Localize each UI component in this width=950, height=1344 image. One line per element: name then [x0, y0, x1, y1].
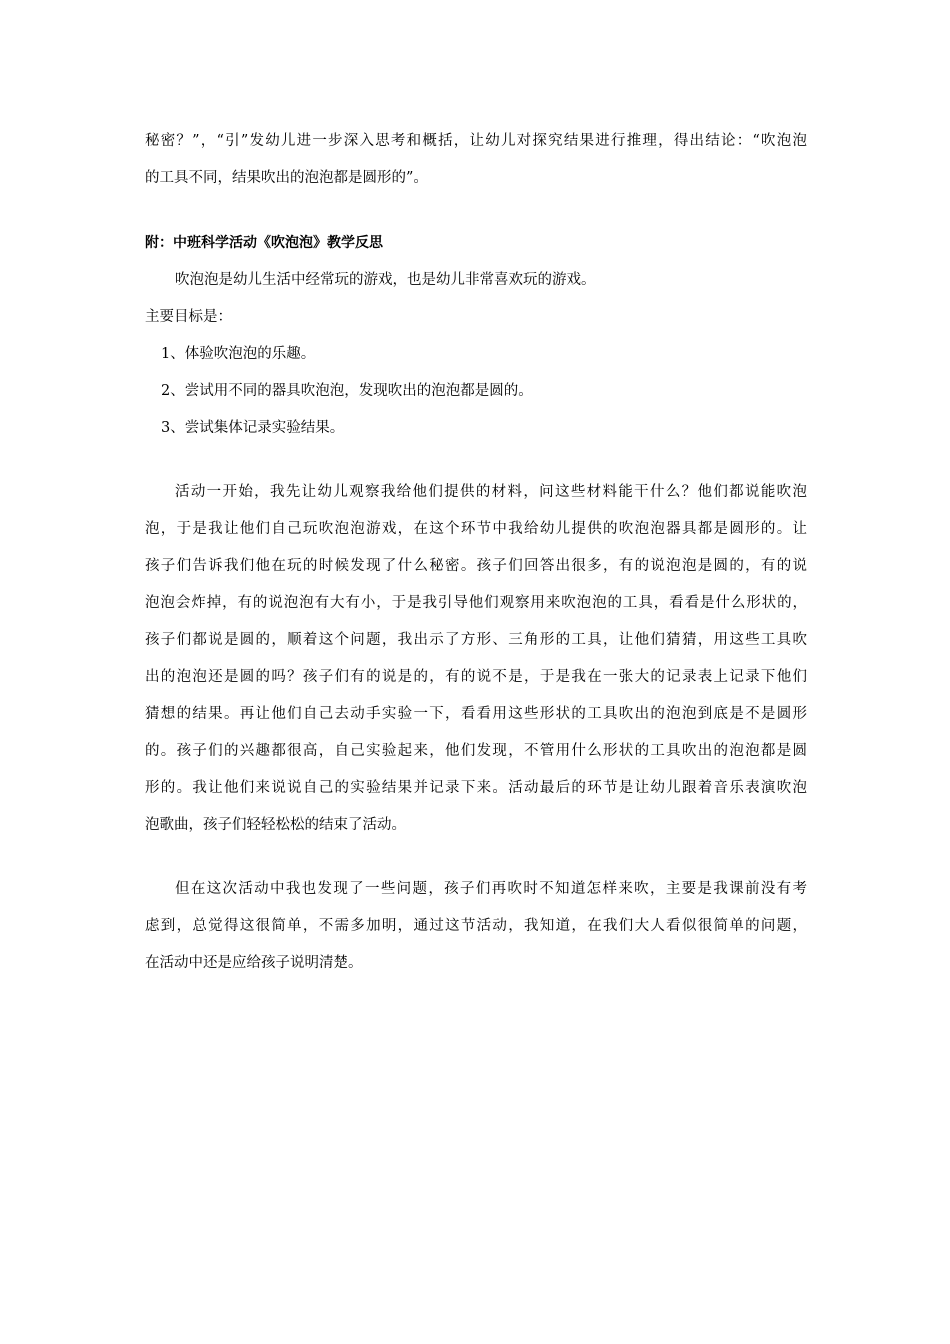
paragraph-line: 泡泡会炸掉，有的说泡泡有大有小，于是我引导他们观察用来吹泡泡的工具，看看是什么形状的， [145, 595, 807, 611]
spacer [145, 197, 807, 225]
paragraph-line: 出的泡泡还是圆的吗？孩子们有的说是的，有的说不是，于是我在一张大的记录表上记录下他们 [145, 669, 807, 685]
paragraph-line: 虑到，总觉得这很简单，不需多加明，通过这节活动，我知道，在我们大人看似很简单的问题， [145, 918, 807, 934]
reflection-paragraph-2 [145, 871, 807, 982]
goal-item-1: 1、体验吹泡泡的乐趣。 [161, 346, 316, 362]
paragraph-line: 活动一开始，我先让幼儿观察我给他们提供的材料，问这些材料能干什么？他们都说能吹泡 [175, 484, 807, 500]
spacer [145, 844, 807, 871]
intro-line-1: 秘密？”，“引”发幼儿进一步深入思考和概括，让幼儿对探究结果进行推理，得出结论：“吹泡泡 [145, 133, 807, 149]
reflection-paragraph-1 [145, 474, 807, 844]
paragraph-line: 形的。我让他们来说说自己的实验结果并记录下来。活动最后的环节是让幼儿跟着音乐表演吹泡 [145, 780, 807, 796]
goals-label: 主要目标是： [145, 309, 232, 325]
spacer [145, 447, 807, 474]
goal-item-2: 2、尝试用不同的器具吹泡泡，发现吹出的泡泡都是圆的。 [161, 383, 533, 399]
paragraph-line: 在活动中还是应给孩子说明清楚。 [145, 955, 363, 971]
paragraph-line: 孩子们告诉我们他在玩的时候发现了什么秘密。孩子们回答出很多，有的说泡泡是圆的，有的说 [145, 558, 807, 574]
paragraph-line: 猜想的结果。再让他们自己去动手实验一下，看看用这些形状的工具吹出的泡泡到底是不是圆形 [145, 706, 807, 722]
paragraph-line: 泡歌曲，孩子们轻轻松松的结束了活动。 [145, 817, 406, 833]
appendix-opening: 吹泡泡是幼儿生活中经常玩的游戏，也是幼儿非常喜欢玩的游戏。 [175, 272, 596, 288]
goal-item-3: 3、尝试集体记录实验结果。 [161, 420, 345, 436]
intro-line-2: 的工具不同，结果吹出的泡泡都是圆形的”。 [145, 170, 428, 186]
paragraph-line: 孩子们都说是圆的，顺着这个问题，我出示了方形、三角形的工具，让他们猜猜，用这些工具吹 [145, 632, 807, 648]
paragraph-line: 泡，于是我让他们自己玩吹泡泡游戏，在这个环节中我给幼儿提供的吹泡泡器具都是圆形的。让 [145, 521, 807, 537]
document-body [145, 123, 807, 982]
paragraph-line: 的。孩子们的兴趣都很高，自己实验起来，他们发现，不管用什么形状的工具吹出的泡泡都是圆 [145, 743, 807, 759]
appendix-heading: 附：中班科学活动《吹泡泡》教学反思 [145, 235, 383, 251]
paragraph-line: 但在这次活动中我也发现了一些问题，孩子们再吹时不知道怎样来吹，主要是我课前没有考 [175, 881, 807, 897]
